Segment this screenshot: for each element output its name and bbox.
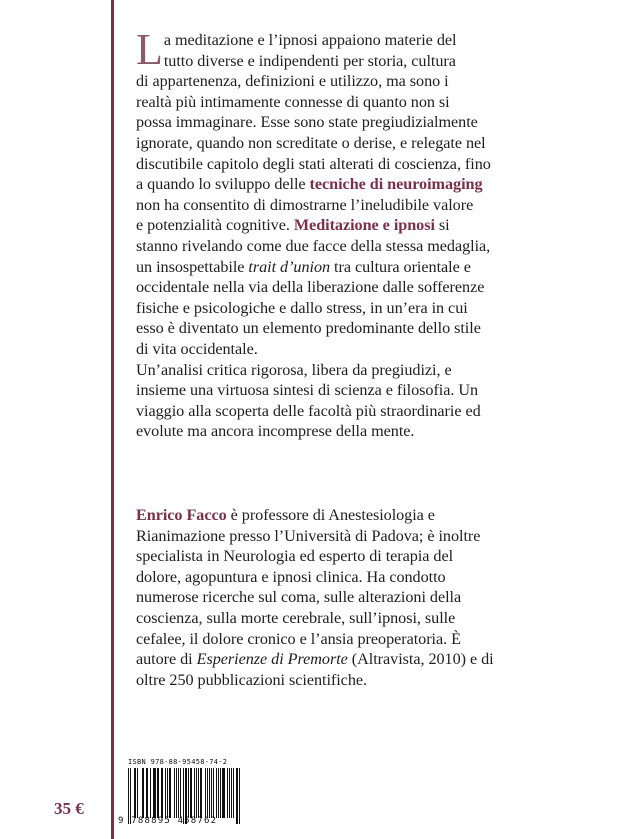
text-run: un insospettabile — [136, 257, 249, 276]
desc-line: di appartenenza, definizioni e utilizzo, ma sono i — [136, 72, 449, 91]
barcode-bar — [165, 768, 166, 818]
barcode-bar — [137, 768, 138, 818]
desc-line — [136, 174, 556, 195]
highlight-meditazione-ipnosi: Meditazione e ipnosi — [293, 216, 435, 235]
barcode-bar — [233, 768, 234, 818]
barcode-bar — [205, 768, 206, 818]
author-bio — [136, 505, 556, 690]
barcode-digits: 9 788895 458762 — [118, 816, 218, 826]
barcode-bar — [150, 768, 151, 818]
barcode-bar — [218, 768, 219, 818]
barcode-bar — [211, 768, 212, 818]
barcode-bar — [194, 768, 195, 818]
barcode-bar — [227, 768, 228, 818]
bio-line: cefalee, il dolore cronico e l’ansia preoperatoria. È — [136, 629, 461, 648]
bio-line: dolore, agopuntura e ipnosi clinica. Ha condotto — [136, 567, 446, 586]
text-run: tra cultura orientale e — [330, 257, 471, 276]
desc-line: tutto diverse e indipendenti per storia, cultura — [163, 51, 456, 70]
barcode-bar — [162, 768, 163, 818]
isbn-label: ISBN 978-88-95458-74-2 — [128, 758, 228, 766]
text-run: si — [434, 216, 450, 235]
barcode-bar — [143, 768, 144, 818]
bio-line: specialista in Neurologia ed esperto di terapia del — [136, 547, 454, 566]
barcode-bars — [128, 768, 240, 818]
desc-line: ignorate, quando non screditate o derise, e relegate nel — [136, 133, 486, 152]
bio-line — [136, 505, 556, 526]
back-cover-description — [136, 25, 556, 442]
barcode-bar — [207, 768, 208, 818]
barcode-bar — [198, 768, 199, 818]
barcode-bar — [223, 768, 224, 818]
barcode-bar — [170, 768, 171, 818]
barcode-bar — [167, 768, 168, 818]
italic-book-title: Esperienze di Premorte — [196, 650, 348, 669]
text-run: e potenzialità cognitive. — [136, 216, 294, 235]
desc-line: a meditazione e l’ipnosi appaiono materie del — [163, 31, 457, 49]
barcode-bar — [180, 768, 181, 818]
barcode-bar — [213, 768, 214, 818]
desc-line: stanno rivelando come due facce della stessa medaglia, — [136, 236, 491, 255]
desc-line: insieme una virtuosa sintesi di scienza e filosofia. Un — [136, 381, 479, 400]
text-run: è professore di Anestesiologia e — [226, 506, 435, 524]
desc-line: possa immaginare. Esse sono state pregiudizialmente — [136, 113, 478, 132]
desc-line: evolute ma ancora incomprese della mente. — [136, 422, 415, 441]
barcode-bar — [201, 768, 202, 818]
bio-line: numerose ricerche sul coma, sulle alterazioni della — [136, 588, 462, 607]
barcode-bar — [220, 768, 221, 818]
price-label: 35 € — [54, 799, 84, 818]
desc-line: di vita occidentale. — [136, 339, 258, 358]
desc-line: viaggio alla scoperta delle facoltà più straordinarie ed — [136, 401, 481, 420]
isbn-barcode — [118, 758, 243, 830]
bio-line — [136, 649, 556, 670]
barcode-bar — [178, 768, 179, 818]
barcode-bar — [188, 768, 189, 818]
barcode-bar — [155, 768, 156, 818]
barcode-bar — [174, 768, 175, 818]
desc-line: esso è diventato un elemento predominante dello stile — [136, 319, 481, 338]
text-run: a quando lo sviluppo delle — [136, 175, 310, 194]
barcode-bar — [190, 768, 191, 818]
barcode-bar — [157, 768, 158, 818]
bio-line: coscienza, sulla morte cerebrale, sull’ipnosi, sulle — [136, 608, 456, 627]
desc-line: fisiche e psicologiche e dallo stress, in un’era in cui — [136, 298, 468, 317]
drop-cap: L — [136, 25, 163, 74]
desc-line — [136, 257, 556, 278]
bio-line: oltre 250 pubblicazioni scientifiche. — [136, 670, 367, 689]
italic-trait-d-union: trait d’union — [248, 257, 331, 276]
desc-line: occidentale nella via della liberazione dalle sofferenze — [136, 278, 485, 297]
desc-line — [136, 215, 556, 236]
barcode-bar — [135, 768, 136, 818]
highlight-neuroimaging: tecniche di neuroimaging — [309, 175, 483, 194]
bio-line: Rianimazione presso l’Università di Padova; è inoltre — [136, 526, 481, 545]
barcode-bar — [147, 768, 148, 818]
text-run: autore di — [136, 650, 197, 669]
author-name: Enrico Facco — [136, 506, 227, 524]
desc-line: discutibile capitolo degli stati alterati di coscienza, fino — [136, 154, 491, 173]
barcode-bar — [231, 768, 232, 818]
desc-line: Un’analisi critica rigorosa, libera da pregiudizi, e — [136, 360, 452, 379]
desc-line: realtà più intimamente connesse di quanto non si — [136, 92, 450, 111]
text-run: (Altravista, 2010) e di — [347, 650, 494, 669]
spine-line — [111, 0, 114, 839]
desc-line: non ha consentito di dimostrarne l’ineludibile valore — [136, 195, 474, 214]
